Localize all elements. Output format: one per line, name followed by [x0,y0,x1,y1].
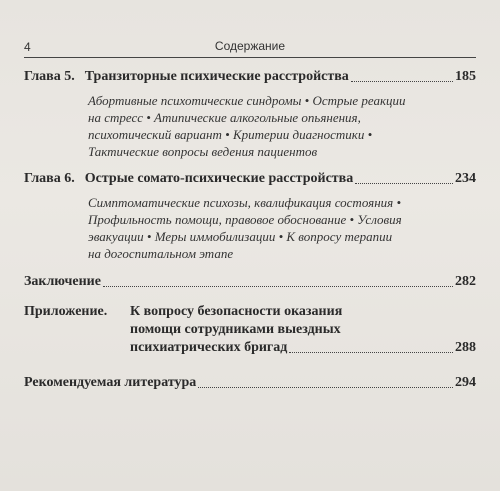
appendix-label: Приложение. [24,304,108,319]
chapter-label: Глава 6. [24,171,75,186]
toc-line [24,303,476,321]
subtopic-line: Абортивные психотические синдромы • Острые реакции [88,93,406,108]
toc-entry-appendix [24,303,476,357]
entry-title: Рекомендуемая литература [24,375,197,390]
toc-entry-literature [24,374,476,392]
dot-leader [351,81,453,82]
page-ref: 294 [455,375,476,390]
page-ref: 234 [455,171,476,186]
toc-line [24,374,476,392]
page-number: 4 [24,40,31,54]
toc-line [24,68,476,86]
subtopic-line: Симптоматические психозы, квалификация состояния • [88,195,401,210]
subtopic-line: на стресс • Атипические алкогольные опьянения, [88,110,361,125]
toc-entry-chapter-6 [24,170,476,262]
toc-entry-conclusion [24,273,476,291]
subtopic-line: Тактические вопросы ведения пациентов [88,144,318,159]
toc-line [130,339,476,357]
toc-line [24,170,476,188]
page-ref: 185 [455,69,476,84]
appendix-title-line: помощи сотрудниками выездных [130,322,341,337]
subtopic-line: Профильность помощи, правовое обоснование • Условия [88,212,402,227]
subtopic-line: на догоспитальном этапе [88,246,234,261]
dot-leader [103,286,453,287]
page-ref: 282 [455,274,476,289]
header-rule [24,57,476,58]
dot-leader [355,183,453,184]
chapter-subtopics [88,194,476,262]
dot-leader [289,352,453,353]
chapter-subtopics [88,92,476,160]
page-header [24,34,476,58]
chapter-title: Острые сомато-психические расстройства [84,171,354,186]
running-title: Содержание [214,39,286,53]
entry-title: Заключение [24,274,101,289]
subtopic-line: психотический вариант • Критерии диагностики • [88,127,373,142]
page-ref: 288 [455,340,476,355]
appendix-title-line: психиатрических бригад [130,340,288,355]
chapter-title: Транзиторные психические расстройства [84,69,349,84]
dot-leader [198,387,453,388]
chapter-label: Глава 5. [24,69,75,84]
toc-entry-chapter-5 [24,68,476,160]
appendix-title-line: К вопросу безопасности оказания [130,304,343,319]
toc-line [24,273,476,291]
toc-line [130,321,476,339]
subtopic-line: эвакуации • Меры иммобилизации • К вопросу терапии [88,229,393,244]
